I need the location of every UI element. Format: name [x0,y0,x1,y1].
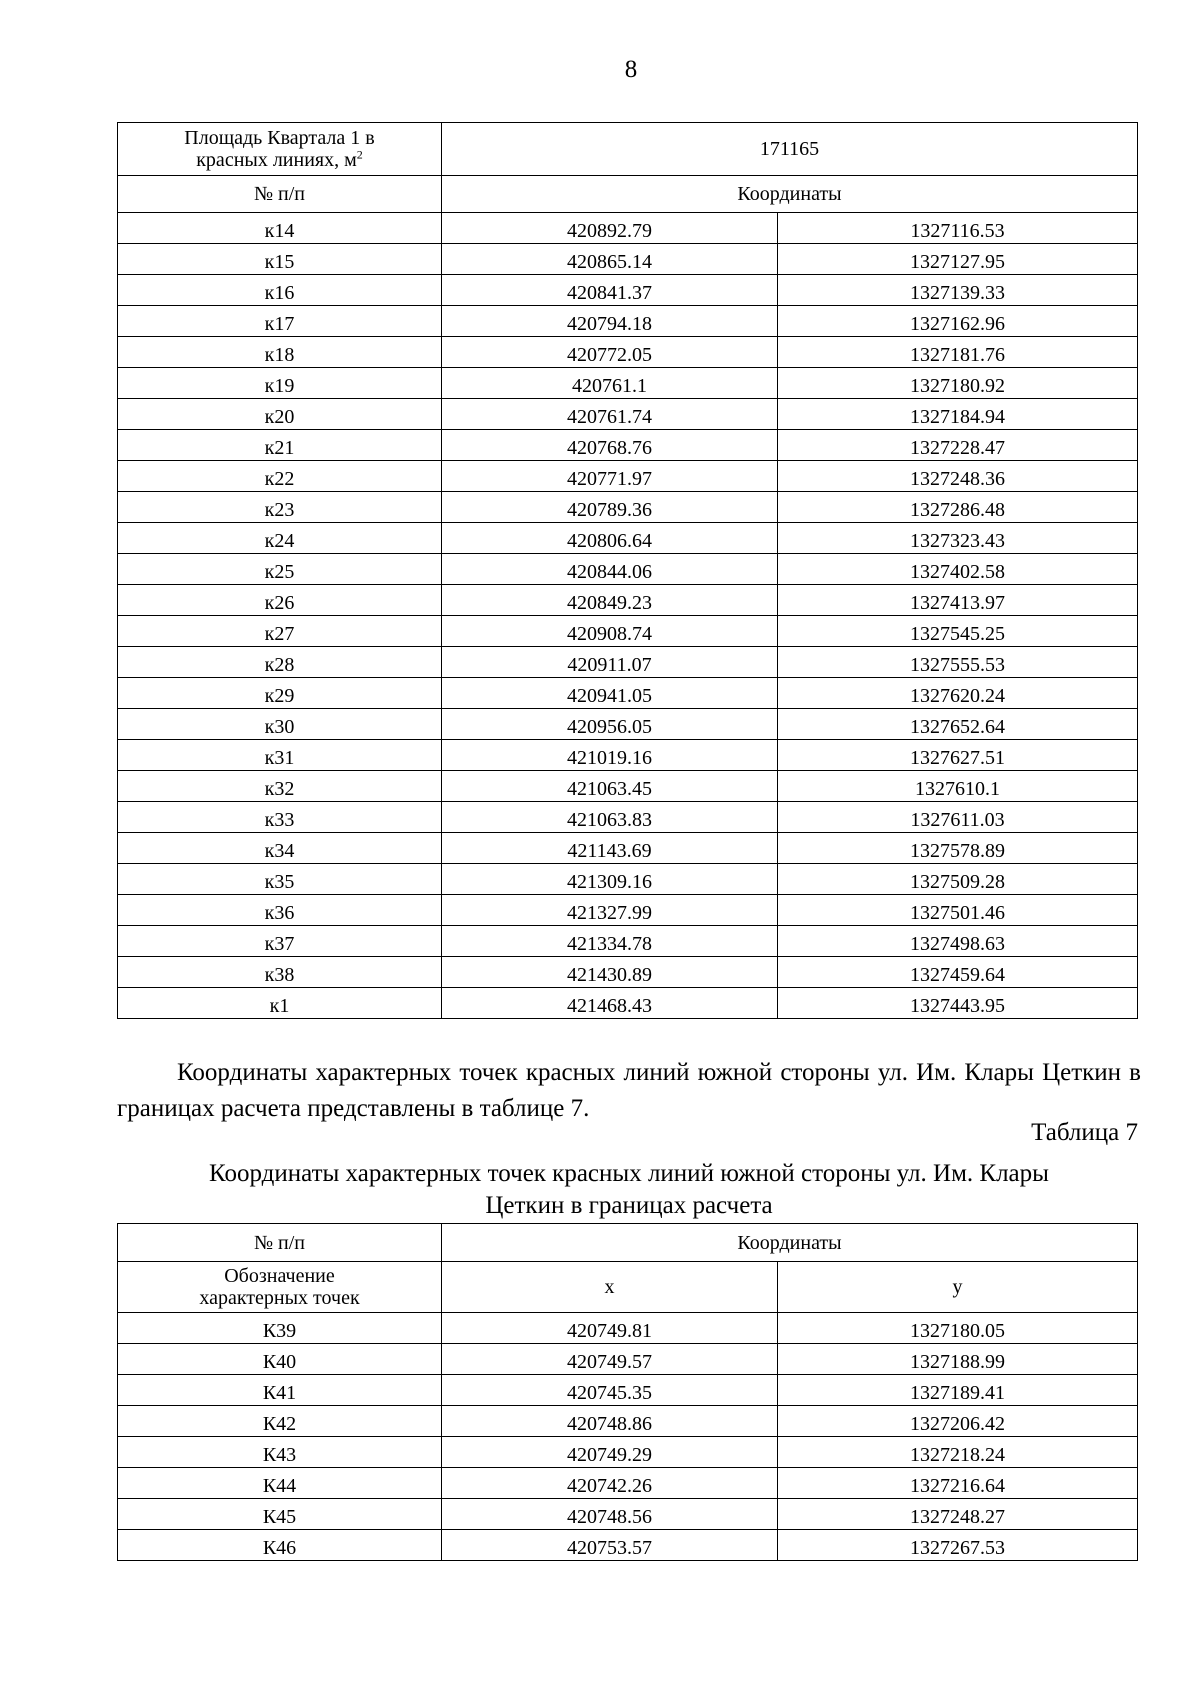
y-coordinate-cell: 1327545.25 [778,616,1138,647]
col-number-header: № п/п [118,1224,442,1262]
table-title-line2: Цеткин в границах расчета [485,1192,773,1219]
points-label-line2: характерных точек [199,1287,360,1309]
point-id-cell: к28 [118,647,442,678]
y-coordinate-cell: 1327652.64 [778,709,1138,740]
x-coordinate-cell: 420768.76 [442,430,778,461]
points-label [118,1262,442,1313]
x-coordinate-cell: 420841.37 [442,275,778,306]
point-id-cell: к1 [118,988,442,1019]
y-coordinate-cell: 1327162.96 [778,306,1138,337]
x-coordinate-cell: 421063.83 [442,802,778,833]
area-label-line1: Площадь Квартала 1 в [184,127,375,149]
table-row [118,647,1138,678]
y-coordinate-cell: 1327627.51 [778,740,1138,771]
x-coordinate-cell: 421468.43 [442,988,778,1019]
point-id-cell: к37 [118,926,442,957]
coordinates-table-7 [117,1223,1138,1561]
x-coordinate-cell: 420806.64 [442,523,778,554]
point-id-cell: к31 [118,740,442,771]
point-id-cell: К44 [118,1468,442,1499]
table-row [118,895,1138,926]
x-coordinate-cell: 421334.78 [442,926,778,957]
table-row [118,368,1138,399]
x-coordinate-cell: 421019.16 [442,740,778,771]
x-coordinate-cell: 420749.29 [442,1437,778,1468]
area-label-superscript: 2 [356,147,363,162]
x-coordinate-cell: 421430.89 [442,957,778,988]
x-coordinate-cell: 420772.05 [442,337,778,368]
x-coordinate-cell: 420794.18 [442,306,778,337]
y-coordinate-cell: 1327509.28 [778,864,1138,895]
table-row [118,492,1138,523]
area-label-line2: красных линиях, м [196,149,357,171]
point-id-cell: к25 [118,554,442,585]
table-row [118,554,1138,585]
y-coordinate-cell: 1327139.33 [778,275,1138,306]
y-coordinate-cell: 1327413.97 [778,585,1138,616]
y-header: y [778,1262,1138,1313]
table-row [118,802,1138,833]
table-row [118,461,1138,492]
table-row [118,1468,1138,1499]
table-row [118,430,1138,461]
point-id-cell: к14 [118,213,442,244]
table-row [118,1530,1138,1561]
point-id-cell: к16 [118,275,442,306]
table-row [118,771,1138,802]
table-row [118,1344,1138,1375]
y-coordinate-cell: 1327189.41 [778,1375,1138,1406]
table-row [118,709,1138,740]
point-id-cell: к17 [118,306,442,337]
point-id-cell: к38 [118,957,442,988]
table-caption: Таблица 7 [1031,1119,1138,1146]
x-coordinate-cell: 420761.74 [442,399,778,430]
point-id-cell: к20 [118,399,442,430]
point-id-cell: К45 [118,1499,442,1530]
table-row [118,1499,1138,1530]
table-row [118,926,1138,957]
x-coordinate-cell: 420749.57 [442,1344,778,1375]
y-coordinate-cell: 1327248.36 [778,461,1138,492]
y-coordinate-cell: 1327620.24 [778,678,1138,709]
header-row [118,176,1138,213]
point-id-cell: к23 [118,492,442,523]
point-id-cell: К41 [118,1375,442,1406]
x-coordinate-cell: 420956.05 [442,709,778,740]
col-coordinates-header: Координаты [442,1224,1138,1262]
table-row [118,740,1138,771]
x-header: x [442,1262,778,1313]
body-paragraph: Координаты характерных точек красных линий южной стороны ул. Им. Клары Цеткин в границах расчета представлены в таблице 7. [117,1059,1141,1122]
col-number-header: № п/п [118,176,442,213]
table-title-line1: Координаты характерных точек красных линий южной стороны ул. Им. Клары [209,1160,1049,1187]
x-coordinate-cell: 420908.74 [442,616,778,647]
y-coordinate-cell: 1327180.92 [778,368,1138,399]
x-coordinate-cell: 421309.16 [442,864,778,895]
point-id-cell: К42 [118,1406,442,1437]
table-title [117,1158,1141,1222]
y-coordinate-cell: 1327181.76 [778,337,1138,368]
point-id-cell: К43 [118,1437,442,1468]
points-label-line1: Обозначение [224,1265,335,1287]
point-id-cell: К46 [118,1530,442,1561]
y-coordinate-cell: 1327188.99 [778,1344,1138,1375]
point-id-cell: к19 [118,368,442,399]
point-id-cell: к18 [118,337,442,368]
y-coordinate-cell: 1327267.53 [778,1530,1138,1561]
area-value: 171165 [442,123,1138,176]
table-row [118,988,1138,1019]
y-coordinate-cell: 1327611.03 [778,802,1138,833]
table-row [118,275,1138,306]
x-coordinate-cell: 421327.99 [442,895,778,926]
y-coordinate-cell: 1327216.64 [778,1468,1138,1499]
point-id-cell: к35 [118,864,442,895]
table-row [118,1375,1138,1406]
coordinates-table-quarter-1 [117,122,1138,1019]
table-row [118,523,1138,554]
y-coordinate-cell: 1327498.63 [778,926,1138,957]
table-row [118,833,1138,864]
x-coordinate-cell: 420753.57 [442,1530,778,1561]
x-coordinate-cell: 420771.97 [442,461,778,492]
x-coordinate-cell: 420742.26 [442,1468,778,1499]
y-coordinate-cell: 1327459.64 [778,957,1138,988]
point-id-cell: к24 [118,523,442,554]
point-id-cell: К39 [118,1313,442,1344]
table-row [118,337,1138,368]
point-id-cell: к32 [118,771,442,802]
y-coordinate-cell: 1327443.95 [778,988,1138,1019]
x-coordinate-cell: 420911.07 [442,647,778,678]
y-coordinate-cell: 1327180.05 [778,1313,1138,1344]
point-id-cell: к30 [118,709,442,740]
y-coordinate-cell: 1327206.42 [778,1406,1138,1437]
subheader-row [118,1262,1138,1313]
y-coordinate-cell: 1327610.1 [778,771,1138,802]
point-id-cell: к27 [118,616,442,647]
y-coordinate-cell: 1327228.47 [778,430,1138,461]
point-id-cell: к22 [118,461,442,492]
point-id-cell: к36 [118,895,442,926]
x-coordinate-cell: 420941.05 [442,678,778,709]
point-id-cell: к15 [118,244,442,275]
x-coordinate-cell: 421143.69 [442,833,778,864]
x-coordinate-cell: 420745.35 [442,1375,778,1406]
page-number: 8 [624,56,638,83]
y-coordinate-cell: 1327501.46 [778,895,1138,926]
x-coordinate-cell: 420748.56 [442,1499,778,1530]
y-coordinate-cell: 1327116.53 [778,213,1138,244]
x-coordinate-cell: 420892.79 [442,213,778,244]
y-coordinate-cell: 1327248.27 [778,1499,1138,1530]
x-coordinate-cell: 420749.81 [442,1313,778,1344]
x-coordinate-cell: 420849.23 [442,585,778,616]
y-coordinate-cell: 1327402.58 [778,554,1138,585]
point-id-cell: к34 [118,833,442,864]
table-row [118,244,1138,275]
y-coordinate-cell: 1327286.48 [778,492,1138,523]
header-row [118,1224,1138,1262]
col-coordinates-header: Координаты [442,176,1138,213]
table-row [118,1406,1138,1437]
y-coordinate-cell: 1327578.89 [778,833,1138,864]
x-coordinate-cell: 420789.36 [442,492,778,523]
y-coordinate-cell: 1327218.24 [778,1437,1138,1468]
x-coordinate-cell: 420748.86 [442,1406,778,1437]
point-id-cell: к29 [118,678,442,709]
table-row [118,1437,1138,1468]
x-coordinate-cell: 420865.14 [442,244,778,275]
point-id-cell: к26 [118,585,442,616]
table-row [118,864,1138,895]
y-coordinate-cell: 1327127.95 [778,244,1138,275]
y-coordinate-cell: 1327555.53 [778,647,1138,678]
point-id-cell: к33 [118,802,442,833]
table-row [118,306,1138,337]
area-label [118,123,442,176]
table-row [118,399,1138,430]
y-coordinate-cell: 1327323.43 [778,523,1138,554]
table-row [118,585,1138,616]
x-coordinate-cell: 421063.45 [442,771,778,802]
x-coordinate-cell: 420761.1 [442,368,778,399]
point-id-cell: К40 [118,1344,442,1375]
point-id-cell: к21 [118,430,442,461]
table-row [118,957,1138,988]
table-row [118,213,1138,244]
area-row [118,123,1138,176]
y-coordinate-cell: 1327184.94 [778,399,1138,430]
x-coordinate-cell: 420844.06 [442,554,778,585]
table-row [118,1313,1138,1344]
table-row [118,616,1138,647]
table-row [118,678,1138,709]
